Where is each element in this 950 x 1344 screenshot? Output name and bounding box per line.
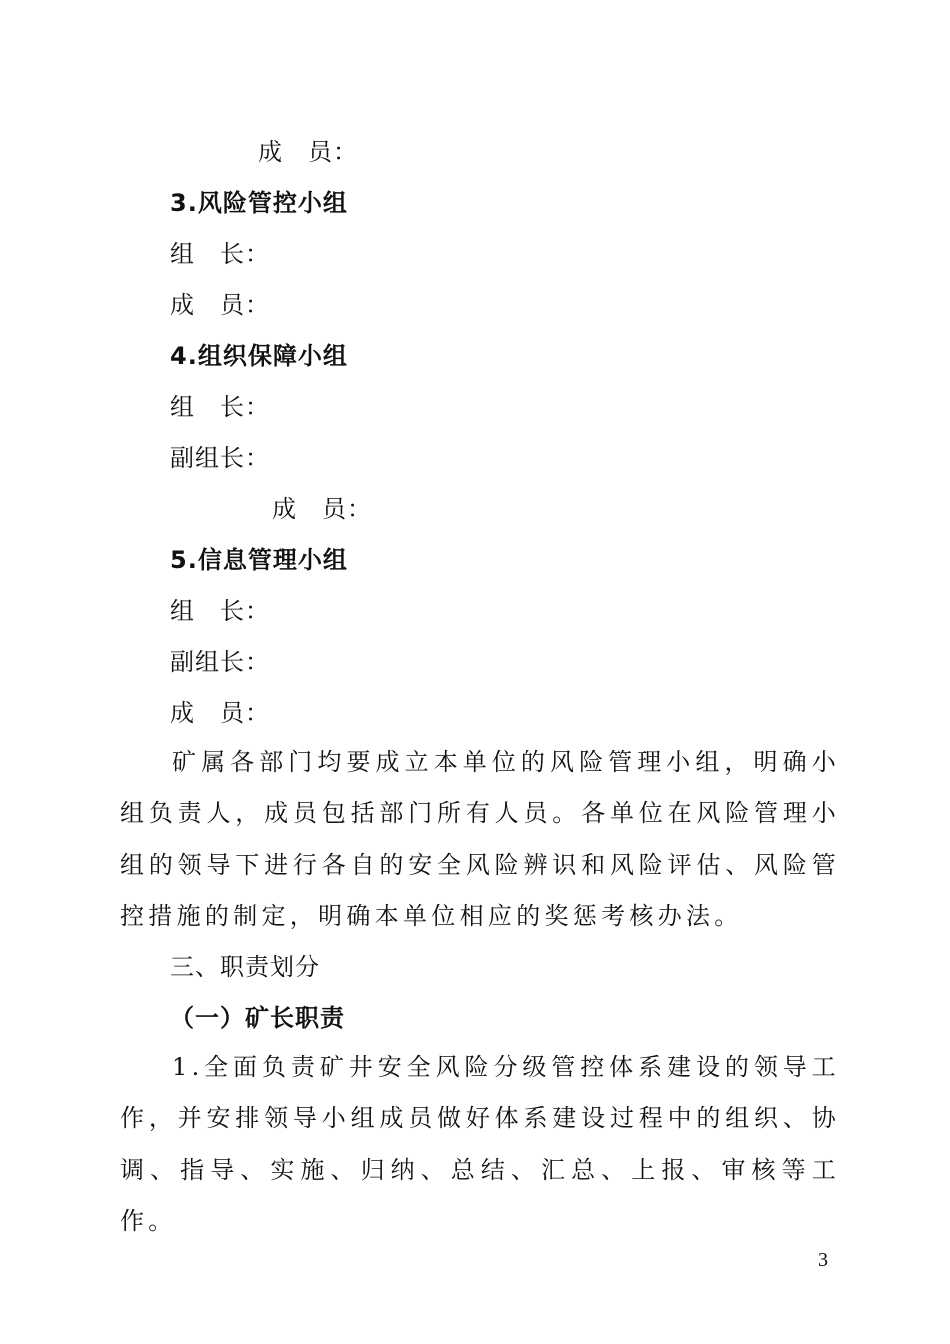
group2-member-label: 成 员： [258,138,358,166]
group4-deputy-label: 副组长： [170,444,270,472]
group4-leader-label: 组 长： [170,393,270,421]
group4-member-label: 成 员： [272,495,372,523]
group5-member-label: 成 员： [170,699,270,727]
page-number: 3 [818,1249,828,1271]
departments-paragraph: 矿属各部门均要成立本单位的风险管理小组，明确小组负责人，成员包括部门所有人员。各单位在风险管理小组的领导下进行各自的安全风险辨识和风险评估、风险管控措施的制定，明确本单位相应的奖惩考核办法。 [120,748,840,930]
group3-leader-label: 组 长： [170,240,270,268]
section-three-heading: 三、职责划分 [170,953,320,981]
group3-member-label: 成 员： [170,291,270,319]
group4-title: 4.组织保障小组 [170,342,348,370]
subsection-one-heading: （一）矿长职责 [170,1004,345,1032]
group5-leader-label: 组 长： [170,597,270,625]
group5-deputy-label: 副组长： [170,648,270,676]
item-one-paragraph: 1.全面负责矿井安全风险分级管控体系建设的领导工作，并安排领导小组成员做好体系建设过程中的组织、协调、指导、实施、归纳、总结、汇总、上报、审核等工作。 [120,1053,840,1235]
group3-title: 3.风险管控小组 [170,189,348,217]
group5-title: 5.信息管理小组 [170,546,348,574]
